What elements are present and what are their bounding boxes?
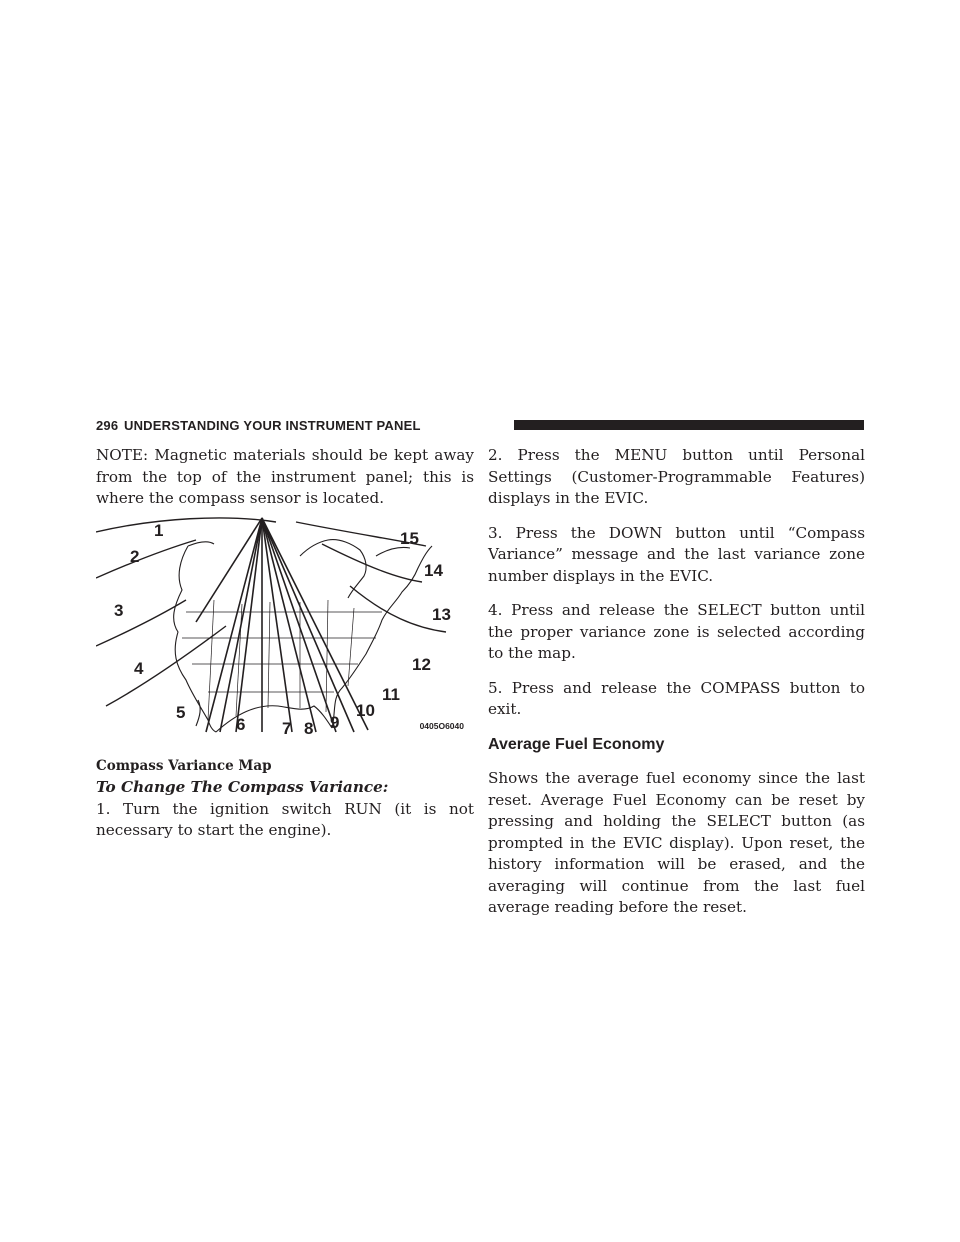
figure-code: 0405O6040 <box>419 720 464 731</box>
zone-label-14: 14 <box>424 560 443 580</box>
zone-label-3: 3 <box>114 600 124 620</box>
zone-label-13: 13 <box>432 604 451 624</box>
page-number: 296 <box>96 418 119 433</box>
zone-label-2: 2 <box>130 546 140 566</box>
compass-variance-map <box>96 516 468 756</box>
right-column <box>488 445 865 932</box>
zone-label-5: 5 <box>176 702 186 722</box>
zone-label-6: 6 <box>236 714 246 734</box>
step-4: 4. Press and release the SELECT button until the proper variance zone is selected according to the map. <box>488 601 865 662</box>
zone-label-11: 11 <box>382 684 400 704</box>
zone-label-4: 4 <box>134 658 144 678</box>
step-1: 1. Turn the ignition switch RUN (it is not necessary to start the engine). <box>96 799 474 839</box>
header-rule <box>514 420 864 430</box>
zone-label-9: 9 <box>330 712 340 732</box>
zone-label-15: 15 <box>400 528 419 548</box>
chapter-title: UNDERSTANDING YOUR INSTRUMENT PANEL <box>124 418 421 433</box>
zone-label-10: 10 <box>356 700 375 720</box>
zone-label-7: 7 <box>282 718 292 738</box>
zone-label-1: 1 <box>154 520 164 540</box>
note-text: Magnetic materials should be kept away from the top of the instrument panel; this is where the compass sensor is located. <box>96 446 474 507</box>
figure-caption: Compass Variance Map <box>96 757 272 774</box>
step-2: 2. Press the MENU button until Personal Settings (Customer-Programmable Features) displays in the EVIC. <box>488 446 865 507</box>
zone-label-8: 8 <box>304 718 314 738</box>
note-paragraph <box>96 445 474 510</box>
step-3: 3. Press the DOWN button until “Compass Variance” message and the last variance zone number displays in the EVIC. <box>488 523 865 585</box>
page-header <box>96 418 864 434</box>
note-label: NOTE: <box>96 446 149 464</box>
map-illustration <box>96 516 468 756</box>
section-heading: Average Fuel Economy <box>488 735 665 753</box>
left-column <box>96 445 474 842</box>
section-body: Shows the average fuel economy since the last reset. Average Fuel Economy can be reset by pressing and holding the SELECT button (as prompted in the EVIC display). Upon reset, the history information will be erased, and the averaging will continue from the last fuel average reading before the reset. <box>488 769 865 916</box>
zone-label-12: 12 <box>412 654 431 674</box>
procedure-heading: To Change The Compass Variance: <box>96 778 389 796</box>
step-5: 5. Press and release the COMPASS button to exit. <box>488 678 865 718</box>
